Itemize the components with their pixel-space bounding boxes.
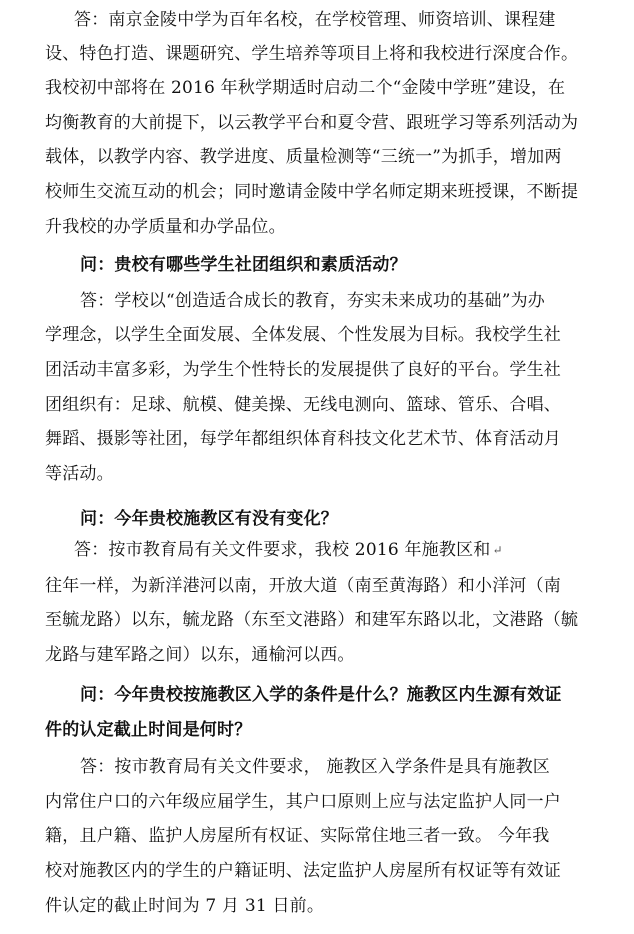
question-heading: 问：今年贵校按施教区入学的条件是什么？施教区内生源有效证 bbox=[80, 685, 562, 705]
answer-line: 升我校的办学质量和办学品位。 bbox=[45, 217, 286, 237]
answer-line: 答：按市教育局有关文件要求， 施教区入学条件是具有施教区 bbox=[80, 757, 551, 777]
question-heading: 问：今年贵校施教区有没有变化？ bbox=[80, 509, 338, 529]
paragraph-return-icon: ↵ bbox=[492, 543, 503, 557]
answer-line: 舞蹈、摄影等社团，每学年都组织体育科技文化艺术节、体育活动月 bbox=[45, 429, 561, 449]
question-heading: 问：贵校有哪些学生社团组织和素质活动？ bbox=[80, 255, 407, 275]
answer-line: 我校初中部将在 2016 年秋学期适时启动二个“金陵中学班”建设，在 bbox=[45, 78, 566, 98]
answer-line: 龙路与建军路之间）以东，通榆河以西。 bbox=[45, 645, 355, 665]
answer-line: 均衡教育的大前提下，以云教学平台和夏令营、跟班学习等系列活动为 bbox=[45, 113, 579, 133]
answer-line: 答：南京金陵中学为百年名校，在学校管理、师资培训、课程建 bbox=[74, 10, 556, 30]
question-heading: 件的认定截止时间是何时？ bbox=[45, 720, 252, 740]
answer-line: 校对施教区内的学生的户籍证明、法定监护人房屋所有权证等有效证 bbox=[45, 861, 561, 881]
answer-line: 答：按市教育局有关文件要求，我校 2016 年施教区和 ↵ bbox=[74, 540, 503, 560]
answer-line: 答：学校以“创造适合成长的教育，夯实未来成功的基础”为办 bbox=[80, 291, 545, 311]
answer-line: 至毓龙路）以东，毓龙路（东至文港路）和建军东路以北，文港路（毓 bbox=[45, 610, 579, 630]
answer-line: 校师生交流互动的机会；同时邀请金陵中学名师定期来班授课，不断提 bbox=[45, 182, 579, 202]
answer-line: 团组织有：足球、航模、健美操、无线电测向、篮球、管乐、合唱、 bbox=[45, 395, 561, 415]
answer-line: 内常住户口的六年级应届学生，其户口原则上应与法定监护人同一户 bbox=[45, 792, 561, 812]
answer-line: 载体，以教学内容、教学进度、质量检测等“三统一”为抓手，增加两 bbox=[45, 147, 562, 167]
answer-line: 籍，且户籍、监护人房屋所有权证、实际常住地三者一致。 今年我 bbox=[45, 826, 550, 846]
answer-line: 团活动丰富多彩，为学生个性特长的发展提供了良好的平台。学生社 bbox=[45, 360, 561, 380]
answer-line: 设、特色打造、课题研究、学生培养等项目上将和我校进行深度合作。 bbox=[45, 44, 579, 64]
answer-line: 学理念，以学生全面发展、全体发展、个性发展为目标。我校学生社 bbox=[45, 325, 561, 345]
answer-line: 等活动。 bbox=[45, 464, 114, 484]
answer-line: 件认定的截止时间为 7 月 31 日前。 bbox=[45, 896, 325, 916]
answer-line: 往年一样，为新洋港河以南，开放大道（南至黄海路）和小洋河（南 bbox=[45, 576, 561, 596]
